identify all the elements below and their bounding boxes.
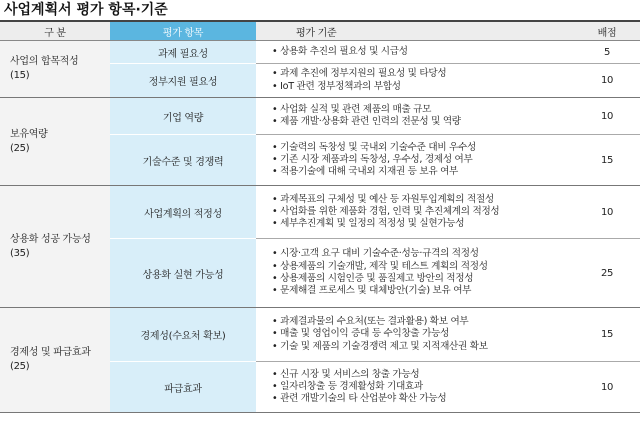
category-weight: (35) [10, 247, 30, 259]
criteria-line: • 매출 및 영업이익 증대 등 수익창출 가능성 [272, 328, 574, 340]
criteria-cell [256, 98, 574, 135]
header-item: 평가 항목 [110, 22, 256, 41]
criteria-line: • 시장·고객 요구 대비 기술수준·성능·규격의 적정성 [272, 248, 574, 260]
criteria-line: • 신규 시장 및 서비스의 창출 가능성 [272, 369, 574, 381]
evaluation-table [0, 22, 640, 413]
table-row [0, 98, 640, 135]
header-row [0, 22, 640, 41]
criteria-line: • 제품 개발·상용화 관련 인력의 전문성 및 역량 [272, 116, 574, 128]
category-name: 사업의 합목적성 [10, 56, 79, 67]
criteria-line: • 일자리창출 등 경제활성화 기대효과 [272, 381, 574, 393]
score-cell: 10 [574, 186, 640, 239]
criteria-line: • 과제결과물의 수요처(또는 결과활용) 확보 여부 [272, 316, 574, 328]
criteria-line: • 문제해결 프로세스 및 대체방안(기술) 보유 여부 [272, 285, 574, 297]
criteria-cell [256, 362, 574, 413]
criteria-line: • 기존 시장 제품과의 독창성, 우수성, 경제성 여부 [272, 154, 574, 166]
score-cell: 15 [574, 308, 640, 362]
criteria-line: • 기술 및 제품의 기술경쟁력 제고 및 지적재산권 확보 [272, 341, 574, 353]
category-cell [0, 98, 110, 186]
criteria-line: • 사업화 실적 및 관련 제품의 매출 규모 [272, 104, 574, 116]
criteria-line: • 사업화를 위한 제품화 경험, 인력 및 추진체계의 적정성 [272, 206, 574, 218]
category-cell [0, 41, 110, 98]
item-cell: 파급효과 [110, 362, 256, 413]
criteria-cell [256, 41, 574, 64]
table-row [0, 308, 640, 362]
criteria-cell [256, 308, 574, 362]
category-name: 보유역량 [10, 128, 48, 140]
score-cell: 15 [574, 135, 640, 186]
criteria-line: • 관련 개발기술의 타 산업분야 확산 가능성 [272, 393, 574, 405]
header-criteria: 평가 기준 [256, 22, 574, 41]
score-cell: 10 [574, 64, 640, 98]
category-weight: (25) [10, 361, 30, 372]
item-cell: 사업계획의 적정성 [110, 186, 256, 239]
category-weight: (15) [10, 70, 30, 81]
category-name: 상용화 성공 가능성 [10, 233, 91, 245]
item-cell: 기술수준 및 경쟁력 [110, 135, 256, 186]
category-weight: (25) [10, 142, 30, 154]
item-cell: 경제성(수요처 확보) [110, 308, 256, 362]
table-row [0, 41, 640, 64]
criteria-cell [256, 186, 574, 239]
header-category: 구 분 [0, 22, 110, 41]
score-cell: 10 [574, 98, 640, 135]
item-cell: 상용화 실현 가능성 [110, 239, 256, 308]
criteria-cell [256, 239, 574, 308]
header-score: 배점 [574, 22, 640, 41]
score-cell: 25 [574, 239, 640, 308]
criteria-line: • 기술력의 독창성 및 국내외 기술수준 대비 우수성 [272, 142, 574, 154]
category-cell [0, 308, 110, 413]
score-cell: 10 [574, 362, 640, 413]
table-row [0, 186, 640, 239]
criteria-line: • 세부추진계획 및 일정의 적정성 및 실현가능성 [272, 218, 574, 230]
criteria-line: • IoT 관련 정부정책과의 부합성 [272, 81, 574, 93]
criteria-line: • 적용기술에 대해 국내외 지재권 등 보유 여부 [272, 166, 574, 178]
criteria-cell [256, 135, 574, 186]
item-cell: 기업 역량 [110, 98, 256, 135]
item-cell: 정부지원 필요성 [110, 64, 256, 98]
score-cell: 5 [574, 41, 640, 64]
criteria-line: • 상용제품의 시험인증 및 품질제고 방안의 적정성 [272, 273, 574, 285]
criteria-line: • 상용화 추진의 필요성 및 시급성 [272, 46, 574, 58]
page-title: 사업계획서 평가 항목·기준 [0, 0, 640, 22]
criteria-cell [256, 64, 574, 98]
category-name: 경제성 및 파급효과 [10, 347, 91, 358]
criteria-line: • 과제목표의 구체성 및 예산 등 자원투입계획의 적절성 [272, 194, 574, 206]
item-cell: 과제 필요성 [110, 41, 256, 64]
criteria-line: • 과제 추진에 정부지원의 필요성 및 타당성 [272, 68, 574, 80]
category-cell [0, 186, 110, 308]
criteria-line: • 상용제품의 기술개발, 제작 및 테스트 계획의 적정성 [272, 261, 574, 273]
